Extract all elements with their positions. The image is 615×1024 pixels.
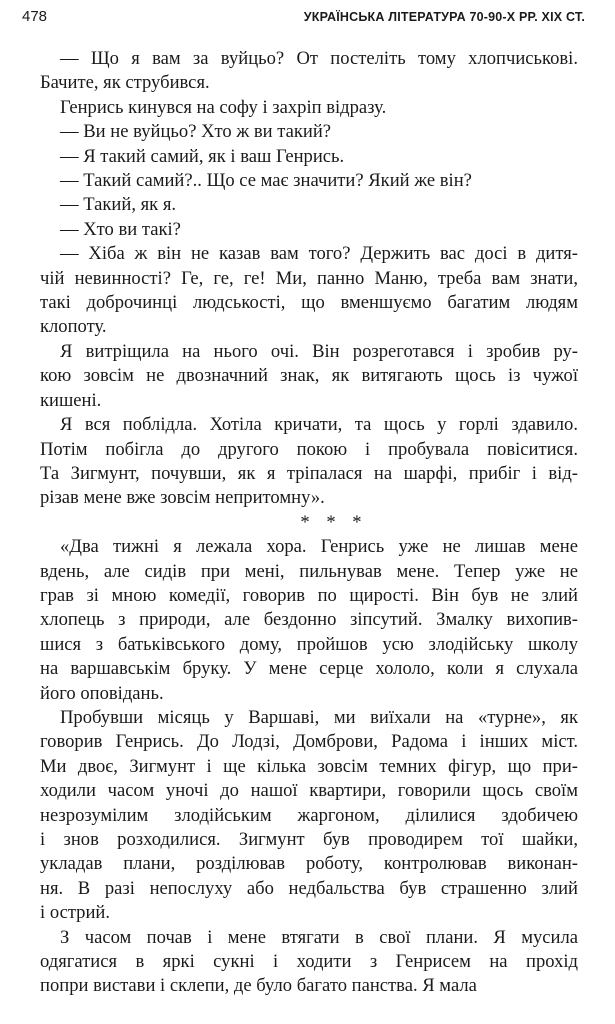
paragraph: [40, 218, 578, 242]
running-title: УКРАЇНСЬКА ЛІТЕРАТУРА 70-90-Х РР. XIX СТ.: [303, 10, 585, 24]
text-line: хлопець з природи, але бездонно зіпсутий. Змалку вихопив-: [40, 609, 578, 631]
text-line: вдень, але сидів при мені, пильнував мене. Тепер уже не: [40, 560, 578, 582]
paragraph: [40, 47, 578, 96]
paragraph: [40, 120, 578, 144]
text-line: чій невинності? Ге, ге, ге! Ми, панно Маню, треба вам знати,: [40, 267, 578, 289]
body-text: [40, 47, 578, 999]
text-line: «Два тижні я лежала хора. Генрись уже не лишав мене: [60, 536, 578, 558]
paragraph: [40, 169, 578, 193]
paragraph: [40, 96, 578, 120]
text-line: Я витріщила на нього очі. Він розреготався і зробив ру-: [60, 340, 578, 362]
paragraph: [40, 242, 578, 340]
text-line: попри вистави і склепи, де було багато панства. Я мала: [40, 975, 477, 997]
text-line: — Що я вам за вуйцьо? От постеліть тому хлопчиськові.: [60, 48, 578, 69]
paragraph: [40, 413, 578, 511]
text-line: кою зовсім не двозначний знак, як витягають щось із чужої: [40, 365, 578, 387]
text-line: кишені.: [40, 389, 102, 411]
text-line: — Такий самий?.. Що се має значити? Який же він?: [60, 170, 472, 192]
text-line: Потім побігла до другого покою і пробувала повіситися.: [40, 438, 578, 460]
text-line: ходили часом уночі до нашої квартири, говорили щось своїм: [40, 780, 578, 802]
text-line: — Я такий самий, як і ваш Генрись.: [60, 145, 345, 167]
section-separator: * * *: [300, 511, 368, 533]
text-line: Та Зигмунт, почувши, як я тріпалася на шарфі, прибіг і від-: [40, 462, 578, 484]
text-line: — Ви не вуйцьо? Хто ж ви такий?: [60, 121, 332, 143]
text-line: його оповідань.: [40, 682, 164, 704]
paragraph: [40, 193, 578, 217]
text-line: ня. В разі непослуху або недбальства був страшенно злий: [40, 877, 578, 899]
text-line: і острий.: [40, 902, 111, 924]
text-line: Генрись кинувся на софу і захріп відразу.: [60, 96, 387, 118]
paragraph: [40, 535, 578, 706]
paragraph: [40, 340, 578, 413]
text-line: на варшавськім бруку. У мене серце хололо, коли я слухала: [40, 658, 578, 680]
text-line: шися з батьківського дому, пройшов усю злодійську школу: [40, 633, 578, 655]
text-line: З часом почав і мене втягати в свої плани. Я мусила: [60, 926, 578, 948]
paragraph: [40, 145, 578, 169]
text-line: Я вся поблідла. Хотіла кричати, та щось у горлі здавило.: [60, 414, 578, 436]
paragraph: [40, 706, 578, 926]
text-line: — Хто ви такі?: [60, 218, 181, 240]
page-header: [22, 8, 585, 30]
text-line: незрозумілим злодійським жаргоном, ділилися здобичею: [40, 804, 578, 826]
page-number: 478: [22, 8, 48, 25]
text-line: різав мене вже зовсім непритомну».: [40, 487, 325, 509]
text-line: клопоту.: [40, 316, 107, 338]
text-line: одягатися в яркі сукні і ходити з Генрисем на прохід: [40, 951, 578, 973]
text-line: і знов розходилися. Зигмунт був проводирем тої шайки,: [40, 829, 578, 850]
text-line: говорив Генрись. До Лодзі, Домброви, Радома і інших міст.: [40, 731, 578, 753]
text-line: грав зі мною комедії, говорив по щирості. Він був не злий: [40, 584, 578, 606]
text-line: — Хіба ж він не казав вам того? Держить вас досі в дитя-: [60, 243, 578, 265]
text-line: — Такий, як я.: [60, 194, 177, 216]
text-line: Пробувши місяць у Варшаві, ми виїхали на «турне», як: [60, 706, 578, 728]
text-line: Бачите, як струбився.: [40, 72, 210, 94]
paragraph: [40, 926, 578, 999]
text-line: укладав плани, розділював роботу, контролював виконан-: [40, 853, 578, 875]
text-line: такі доброчинці людськості, що вменшуємо багатим людям: [40, 292, 578, 314]
text-line: Ми двоє, Зигмунт і ще кілька зовсім темних фігур, що при-: [40, 755, 578, 777]
